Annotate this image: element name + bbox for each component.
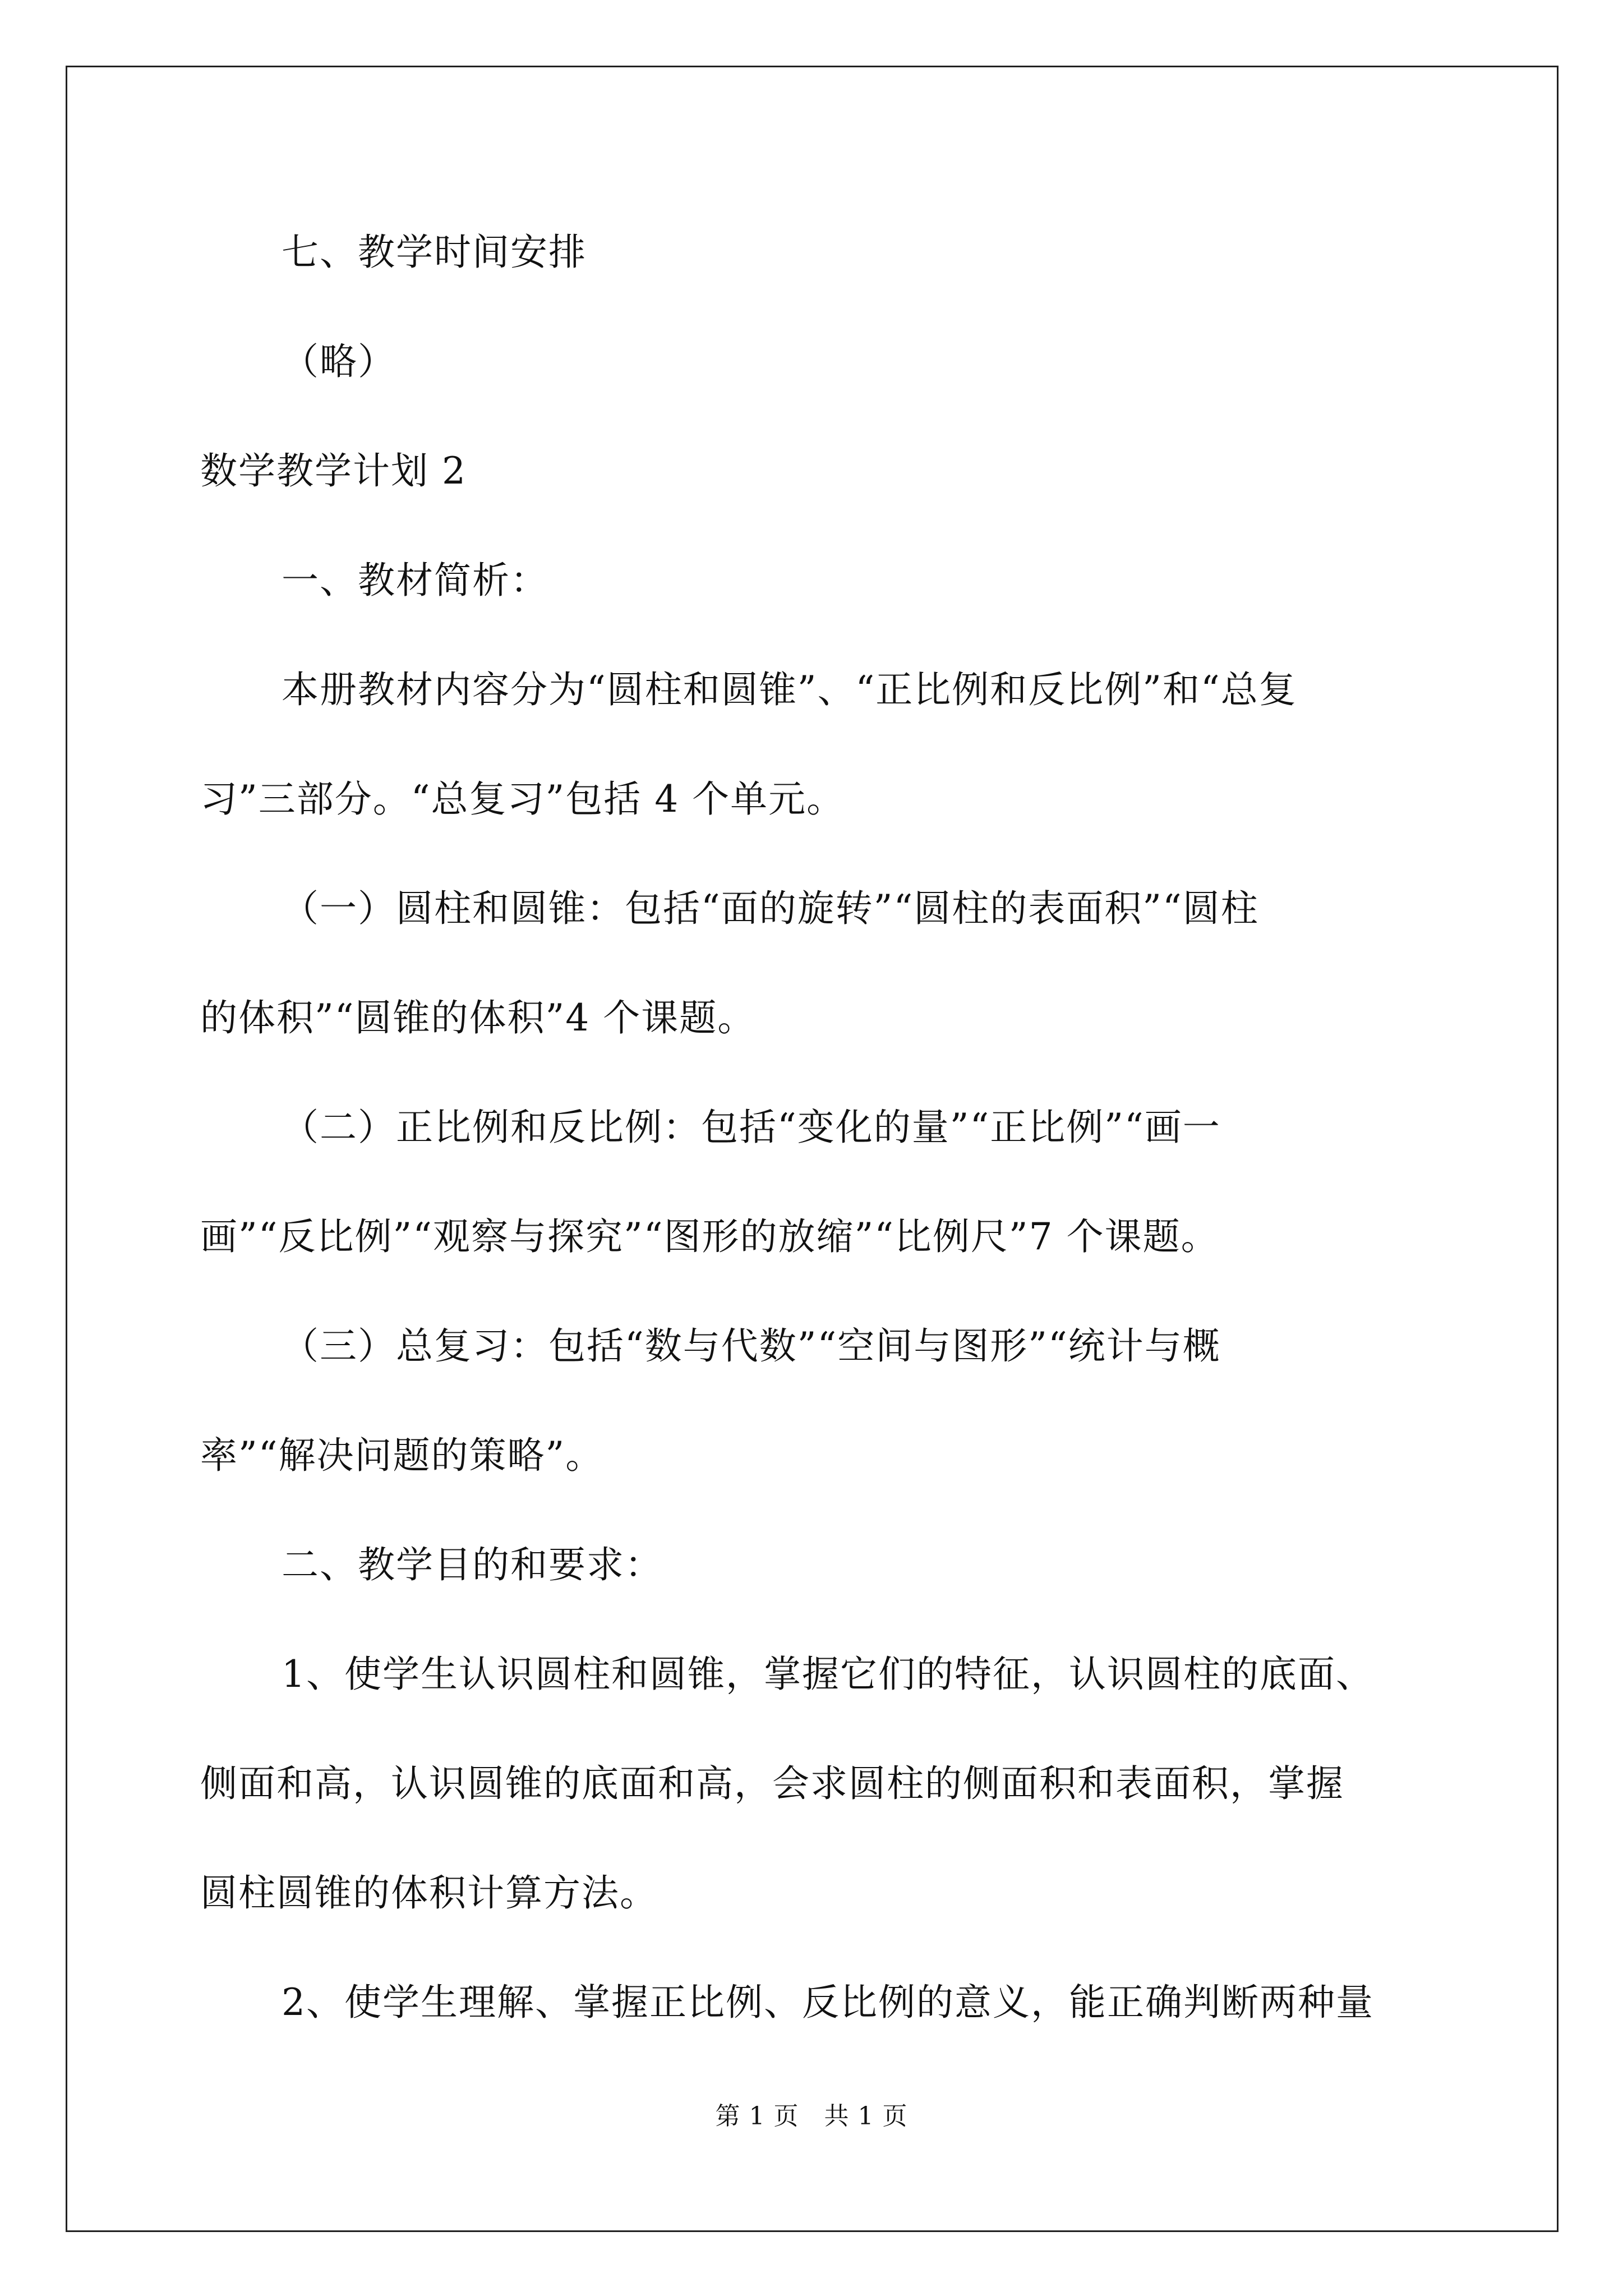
paragraph-line: 1、使学生认识圆柱和圆锥，掌握它们的特征，认识圆柱的底面、: [282, 1653, 1374, 1696]
paragraph-line: 率”“解决问题的策略”。: [200, 1434, 604, 1477]
paragraph-line: 画”“反比例”“观察与探究”“图形的放缩”“比例尺”7 个课题。: [200, 1215, 1219, 1258]
paragraph-line: 圆柱圆锥的体积计算方法。: [200, 1871, 658, 1915]
section-heading-goals: 二、教学目的和要求：: [282, 1543, 663, 1586]
paragraph-line: （二）正比例和反比例：包括“变化的量”“正比例”“画一: [282, 1106, 1221, 1149]
paragraph-omitted: （略）: [282, 340, 396, 383]
document-subtitle: 数学教学计划 2: [200, 449, 467, 493]
paragraph-line: 本册教材内容分为“圆柱和圆锥”、“正比例和反比例”和“总复: [282, 668, 1297, 711]
paragraph-line: （三）总复习：包括“数与代数”“空间与图形”“统计与概: [282, 1324, 1221, 1368]
paragraph-line: （一）圆柱和圆锥：包括“面的旋转”“圆柱的表面积”“圆柱: [282, 887, 1259, 930]
paragraph-line: 的体积”“圆锥的体积”4 个课题。: [200, 996, 756, 1039]
section-heading-schedule: 七、教学时间安排: [282, 231, 587, 274]
paragraph-line: 2、使学生理解、掌握正比例、反比例的意义，能正确判断两种量: [282, 1981, 1374, 2024]
paragraph-line: 习”三部分。“总复习”包括 4 个单元。: [200, 777, 845, 821]
page-footer: 第 1 页 共 1 页: [715, 2102, 908, 2131]
section-heading-materials: 一、教材简析：: [282, 559, 548, 602]
paragraph-line: 侧面和高，认识圆锥的底面和高，会求圆柱的侧面积和表面积，掌握: [200, 1762, 1344, 1805]
